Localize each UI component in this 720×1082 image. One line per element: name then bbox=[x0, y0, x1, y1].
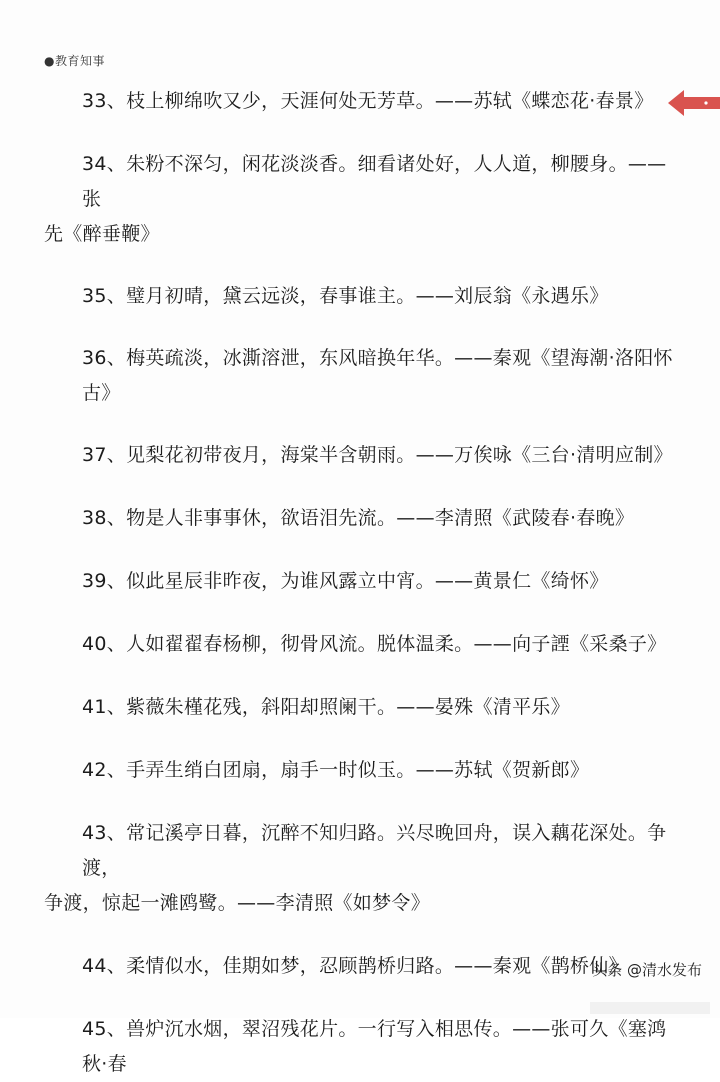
poem-line: 41、紫薇朱槿花残，斜阳却照阑干。——晏殊《清平乐》 bbox=[82, 696, 570, 718]
header-tag: ●教育知事 bbox=[44, 54, 105, 68]
poem-entry-41 bbox=[44, 690, 684, 725]
poem-line: 33、枝上柳绵吹又少，天涯何处无芳草。——苏轼《蝶恋花·春景》 bbox=[82, 90, 654, 112]
poem-line: 34、朱粉不深匀，闲花淡淡香。细看诸处好，人人道，柳腰身。——张 bbox=[82, 153, 667, 210]
poem-entry-43 bbox=[44, 816, 684, 921]
faint-footer-strip bbox=[590, 1002, 710, 1014]
poem-line-continued: 争渡，惊起一滩鸥鹭。——李清照《如梦令》 bbox=[44, 892, 431, 914]
poem-line: 44、柔情似水，佳期如梦，忍顾鹊桥归路。——秦观《鹊桥仙》 bbox=[82, 955, 628, 977]
poem-entry-36 bbox=[44, 341, 684, 411]
poem-line: 35、璧月初晴，黛云远淡，春事谁主。——刘辰翁《永遇乐》 bbox=[82, 285, 609, 307]
poem-line: 43、常记溪亭日暮，沉醉不知归路。兴尽晚回舟，误入藕花深处。争渡， bbox=[82, 822, 667, 879]
poem-line: 40、人如翟翟春杨柳，彻骨风流。脱体温柔。——向子諲《采桑子》 bbox=[82, 633, 667, 655]
poem-entry-34 bbox=[44, 147, 684, 252]
source-watermark: 头条 @清水发布 bbox=[592, 961, 702, 979]
poem-entry-37 bbox=[44, 438, 684, 473]
poem-line: 45、兽炉沉水烟，翠沼残花片。一行写入相思传。——张可久《塞鸿秋·春 bbox=[82, 1018, 667, 1075]
poem-entry-39 bbox=[44, 564, 684, 599]
poem-line: 37、见梨花初带夜月，海棠半含朝雨。——万俟咏《三台·清明应制》 bbox=[82, 444, 673, 466]
poem-line: 42、手弄生绡白团扇，扇手一时似玉。——苏轼《贺新郎》 bbox=[82, 759, 590, 781]
poem-entry-33 bbox=[44, 84, 684, 119]
poem-entry-42 bbox=[44, 753, 684, 788]
poem-entry-38 bbox=[44, 501, 684, 536]
poem-entry-45 bbox=[44, 1012, 684, 1082]
poem-entry-40 bbox=[44, 627, 684, 662]
poem-line: 36、梅英疏淡，冰澌溶泄，东风暗换年华。——秦观《望海潮·洛阳怀古》 bbox=[82, 347, 673, 404]
poem-line: 39、似此星辰非昨夜，为谁风露立中宵。——黄景仁《绮怀》 bbox=[82, 570, 609, 592]
poem-line: 38、物是人非事事休，欲语泪先流。——李清照《武陵春·春晚》 bbox=[82, 507, 635, 529]
poem-entry-44 bbox=[44, 949, 684, 984]
poem-entry-35 bbox=[44, 279, 684, 314]
poem-list bbox=[44, 84, 684, 1082]
poem-line-continued: 先《醉垂鞭》 bbox=[44, 223, 160, 245]
